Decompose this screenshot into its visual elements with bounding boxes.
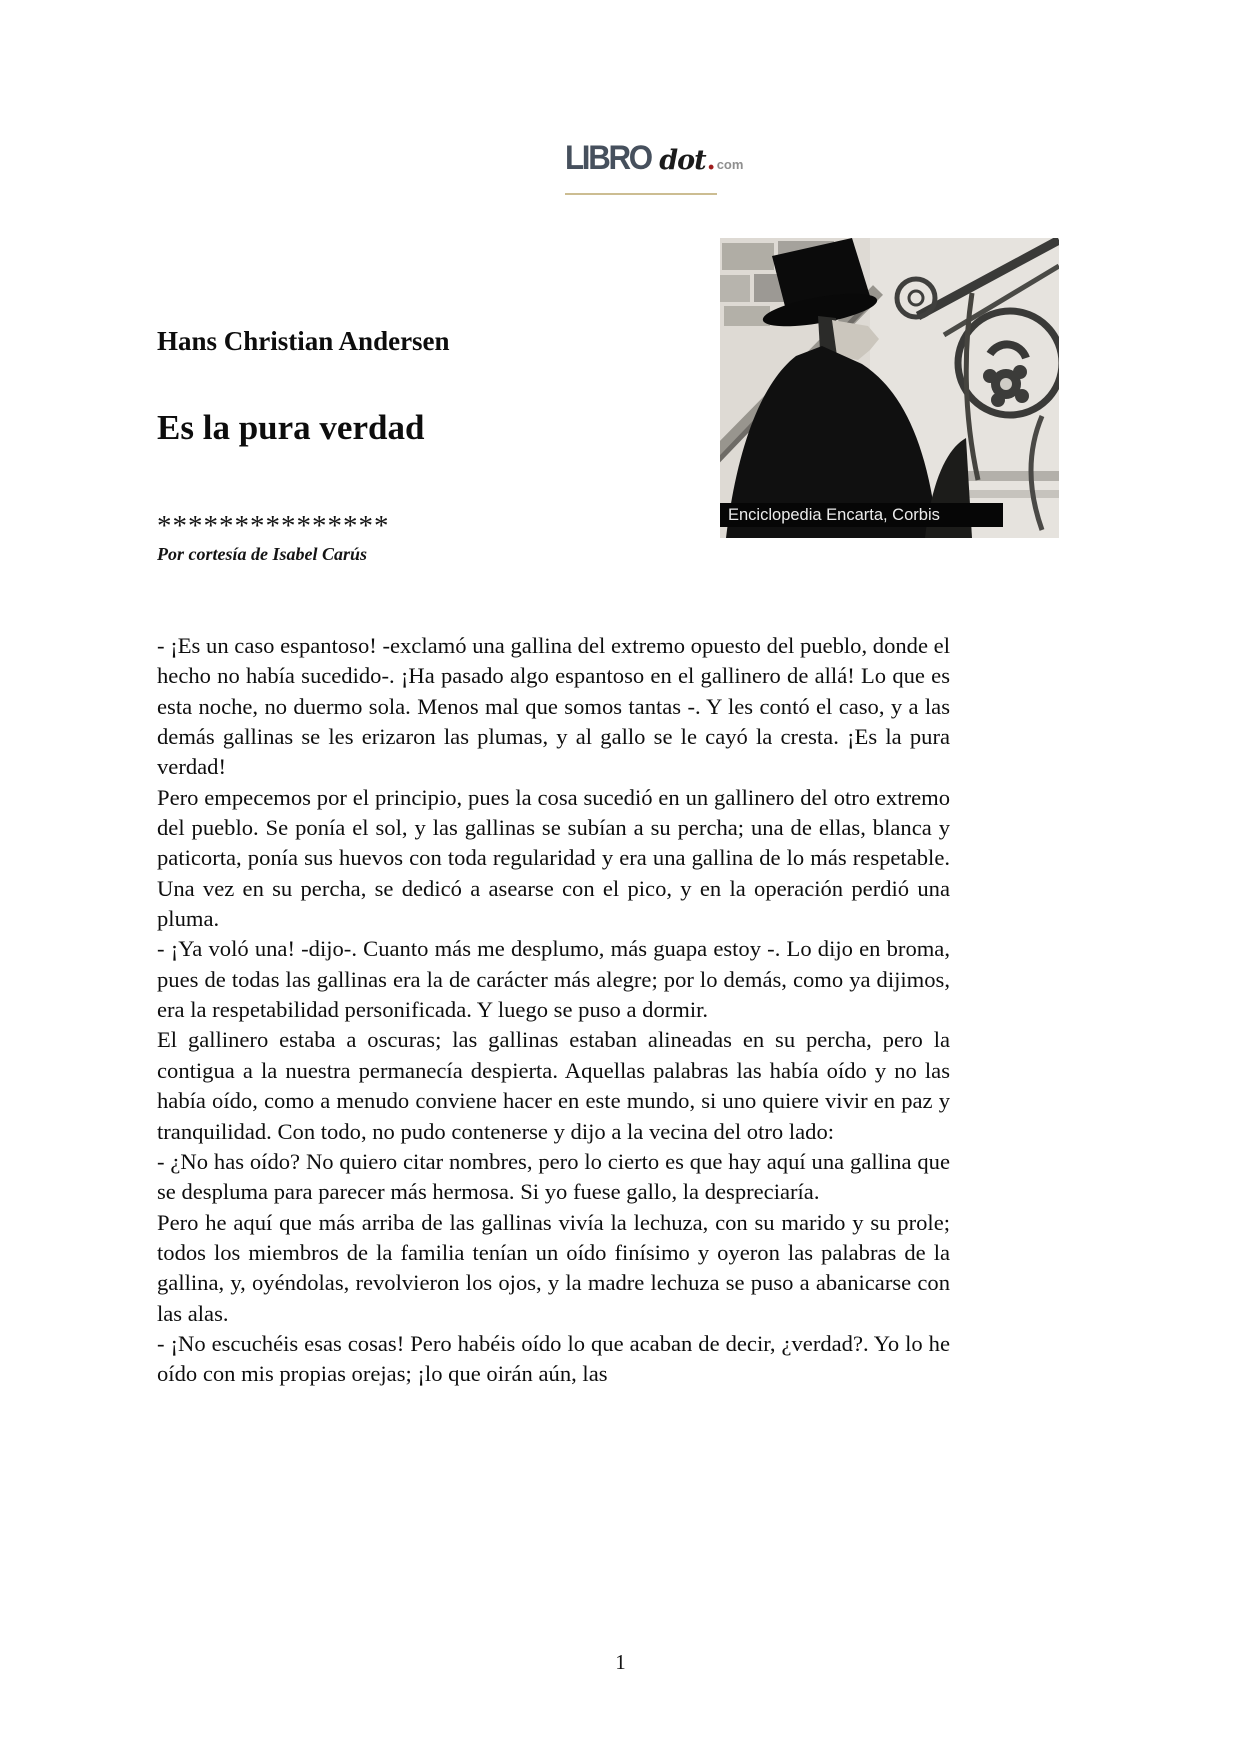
librodot-logo-text (565, 139, 744, 178)
logo-underline-rule (565, 193, 717, 195)
page-number: 1 (615, 1650, 626, 1674)
andersen-portrait-photo (720, 238, 1059, 538)
logo-red-dot: . (706, 146, 716, 176)
librodot-logo (565, 139, 744, 197)
story-text (157, 631, 950, 1390)
story-paragraph-5: - ¿No has oído? No quiero citar nombres, pero lo cierto es que hay aquí una gallina que se despluma para parecer más hermosa. Si yo fuese gallo, la despreciaría. (157, 1148, 950, 1205)
story-paragraph-6: Pero he aquí que más arriba de las gallinas vivía la lechuza, con su marido y su prole; todos los miembros de la familia tenían un oído finísimo y oyeron las palabras de la gallina, y, oyéndolas, revolvieron los ojos, y la madre lechuza se puso a abanicarse con las alas. (157, 1209, 950, 1326)
logo-text-com: com (716, 157, 744, 172)
story-paragraph-4: El gallinero estaba a oscuras; las gallinas estaban alineadas en su percha, pero la contigua a la nuestra permanecía despierta. Aquellas palabras las había oído y no las había oído, como a menudo conviene hacer en este mundo, si uno quiere vivir en paz y tranquilidad. Con todo, no pudo contenerse y dijo a la vecina del otro lado: (157, 1027, 950, 1144)
photo-caption: Enciclopedia Encarta, Corbis (720, 503, 1003, 527)
portrait-photo-artwork (720, 238, 1059, 538)
logo-text-libro: LIBRO (565, 139, 651, 177)
author-name: Hans Christian Andersen (157, 326, 450, 356)
courtesy-note: Por cortesía de Isabel Carús (157, 544, 368, 564)
story-paragraph-2: Pero empecemos por el principio, pues la cosa sucedió en un gallinero del otro extremo del pueblo. Se ponía el sol, y las gallinas se subían a su percha; una de ellas, blanca y paticorta, ponía sus huevos con toda regularidad y era una gallina de lo más respetable. Una vez en su percha, se dedicó a asearse con el pico, y en la operación perdió una pluma. (157, 784, 950, 932)
story-paragraph-7: - ¡No escuchéis esas cosas! Pero habéis oído lo que acaban de decir, ¿verdad?. Yo lo he oído con mis propias orejas; ¡lo que oirán aún, las (157, 1330, 950, 1387)
story-title: Es la pura verdad (157, 408, 425, 447)
story-paragraph-1: - ¡Es un caso espantoso! -exclamó una gallina del extremo opuesto del pueblo, donde el hecho no había sucedido-. ¡Ha pasado algo espantoso en el gallinero de allá! Lo que es esta noche, no duermo sola. Menos mal que somos tantas -. Y les contó el caso, y a las demás gallinas se les erizaron las plumas, y al gallo se le cayó la cresta. ¡Es la pura verdad! (157, 633, 950, 780)
logo-text-dot: dot (659, 145, 706, 176)
separator-asterisks: *************** (157, 510, 390, 542)
story-paragraph-3: - ¡Ya voló una! -dijo-. Cuanto más me desplumo, más guapa estoy -. Lo dijo en broma, pues de todas las gallinas era la de carácter más alegre; por lo demás, como ya dijimos, era la respetabilidad personificada. Y luego se puso a dormir. (157, 936, 950, 1023)
